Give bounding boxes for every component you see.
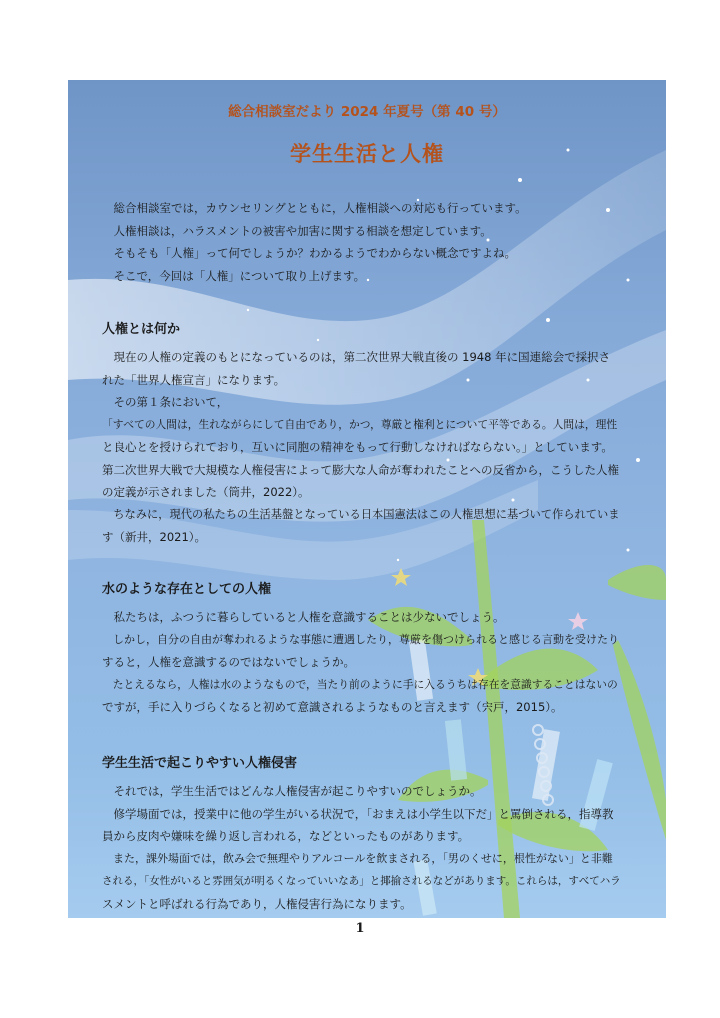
- body-line: スメントと呼ばれる行為であり，人権侵害行為になります。: [102, 896, 412, 911]
- body-line: たとえるなら，人権は水のようなもので，当たり前のように手に入るうちは存在を意識することはないの: [112, 677, 618, 691]
- page-number: 1: [355, 921, 365, 936]
- body-line: 第二次世界大戦で大規模な人権侵害によって膨大な人命が奪われたことへの反省から，こうした人権: [102, 462, 620, 477]
- body-line: す（新井，2021）。: [102, 530, 207, 544]
- body-line: また，課外場面では，飲み会で無理やりアルコールを飲まされる，「男のくせに，根性がない」と非難: [113, 851, 613, 865]
- intro-line: 総合相談室では，カウンセリングとともに，人権相談への対応も行っています。: [113, 201, 527, 215]
- body-line: れた「世界人権宣言」になります。: [102, 372, 286, 387]
- body-line: と良心とを授けられており，互いに同胞の精神をもって行動しなければならない。」としています。: [102, 440, 613, 454]
- section-rights-like-water-body: [102, 606, 622, 719]
- intro-line: そもそも「人権」って何でしょうか？わかるようでわからない概念ですよね。: [113, 246, 516, 260]
- body-line: 私たちは，ふつうに暮らしていると人権を意識することは少ないでしょう。: [113, 610, 505, 624]
- section-heading-campus-rights-violations: 学生生活で起こりやすい人権侵害: [102, 756, 298, 771]
- body-line: される，「女性がいると雰囲気が明るくなっていいなあ」と揶揄されるなどがあります。これらは，すべてハラ: [102, 875, 621, 887]
- section-campus-rights-violations-body: [102, 780, 622, 915]
- body-line: その第１条において，: [113, 395, 229, 409]
- body-line: それでは，学生生活ではどんな人権侵害が起こりやすいのでしょうか。: [113, 784, 482, 798]
- body-line: すると，人権を意識するのではないでしょうか。: [102, 655, 355, 669]
- section-what-is-human-rights-body: [102, 346, 622, 549]
- body-line: ですが，手に入りづらくなると初めて意識されるようなものと言えます（宍戸，2015）。: [102, 700, 563, 714]
- body-line: 現在の人権の定義のもとになっているのは，第二次世界大戦直後の 1948 年に国連総会で採択さ: [113, 350, 611, 364]
- body-line: ちなみに，現代の私たちの生活基盤となっている日本国憲法はこの人権思想に基づいて作られていま: [113, 507, 620, 521]
- newsletter-subtitle: 総合相談室だより 2024 年夏号（第 40 号）: [228, 104, 506, 120]
- section-heading-rights-like-water: 水のような存在としての人権: [102, 582, 272, 597]
- tanabata-background-panel: [68, 80, 666, 918]
- newsletter-content: [68, 80, 666, 918]
- body-line: 「すべての人間は，生れながらにして自由であり，かつ，尊厳と権利とについて平等である。人間は，理性: [102, 417, 618, 431]
- intro-line: そこで，今回は「人権」について取り上げます。: [113, 268, 366, 283]
- body-line: 員から皮肉や嫌味を繰り返し言われる，などといったものがあります。: [102, 829, 470, 843]
- page-title: 学生生活と人権: [290, 142, 444, 166]
- body-line: しかし，自分の自由が奪われるような事態に遭遇したり，尊厳を傷つけられると感じる言動を受けたり: [113, 632, 619, 646]
- body-line: 修学場面では，授業中に他の学生がいる状況で，「おまえは小学生以下だ」と罵倒される，指導教: [113, 806, 614, 821]
- body-line: の定義が示されました（筒井，2022）。: [102, 485, 310, 499]
- intro-line: 人権相談は，ハラスメントの被害や加害に関する相談を想定しています。: [113, 223, 492, 238]
- intro-paragraph: [102, 197, 622, 287]
- section-heading-what-is-human-rights: 人権とは何か: [102, 322, 181, 337]
